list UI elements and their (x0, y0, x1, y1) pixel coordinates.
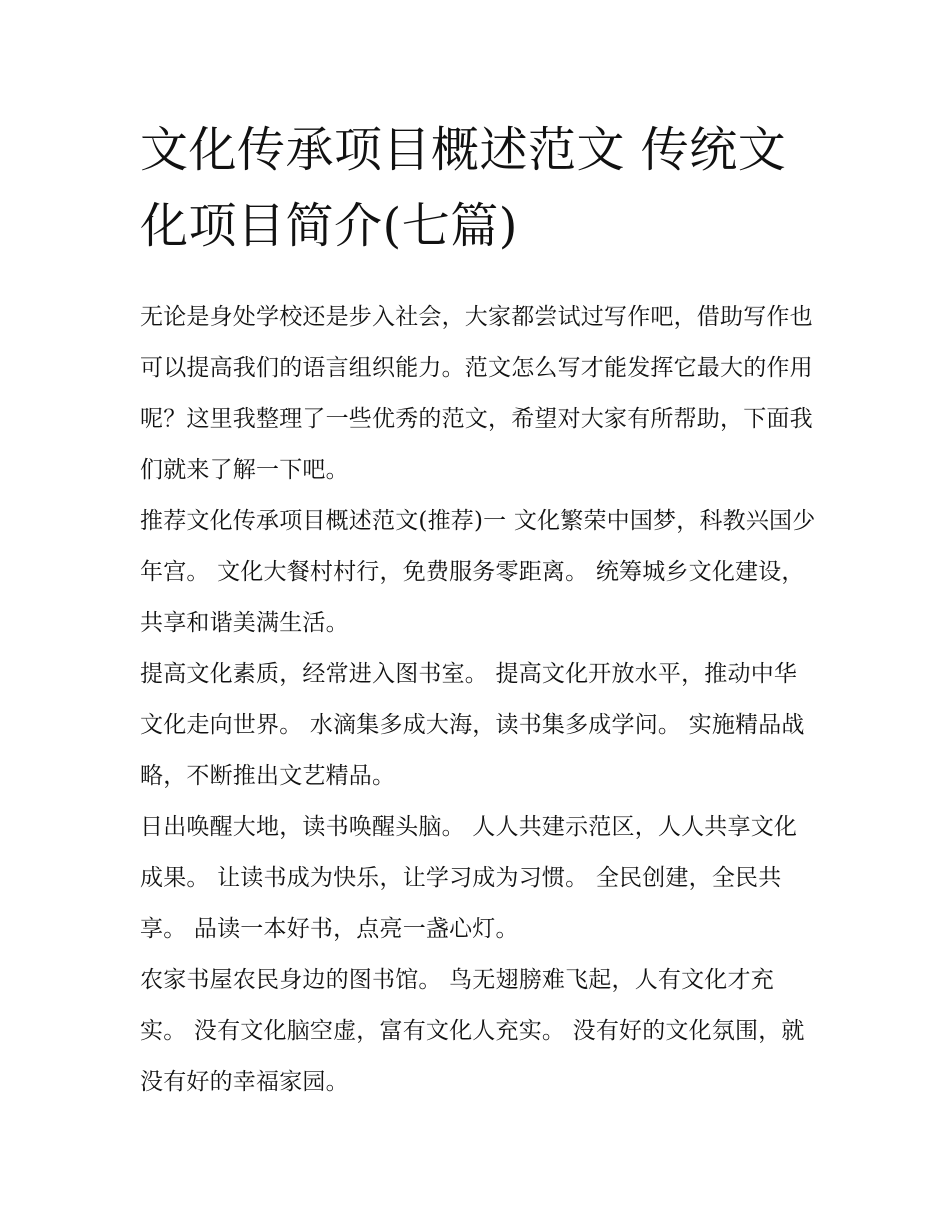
document-page (140, 112, 820, 1108)
paragraph-intro: 无论是身处学校还是步入社会，大家都尝试过写作吧，借助写作也可以提高我们的语言组织能力。范文怎么写才能发挥它最大的作用呢？这里我整理了一些优秀的范文，希望对大家有所帮助，下面我们就来了解一下吧。 (140, 304, 813, 483)
paragraph-slogans-4: 农家书屋农民身边的图书馆。 鸟无翅膀难飞起，人有文化才充实。 没有文化脑空虚，富有文化人充实。 没有好的文化氛围，就没有好的幸福家园。 (140, 967, 805, 1095)
paragraph-slogans-2: 提高文化素质，经常进入图书室。 提高文化开放水平，推动中华文化走向世界。 水滴集多成大海，读书集多成学问。 实施精品战略，不断推出文艺精品。 (140, 661, 805, 789)
paragraph-slogans-1: 推荐文化传承项目概述范文(推荐)一 文化繁荣中国梦，科教兴国少年宫。 文化大餐村村行，免费服务零距离。 统筹城乡文化建设，共享和谐美满生活。 (140, 508, 816, 636)
paragraph-slogans-3: 日出唤醒大地，读书唤醒头脑。 人人共建示范区，人人共享文化成果。 让读书成为快乐，让学习成为习惯。 全民创建，全民共享。 品读一本好书，点亮一盏心灯。 (140, 814, 798, 942)
document-title: 文化传承项目概述范文 传统文化项目简介(七篇) (140, 122, 787, 254)
